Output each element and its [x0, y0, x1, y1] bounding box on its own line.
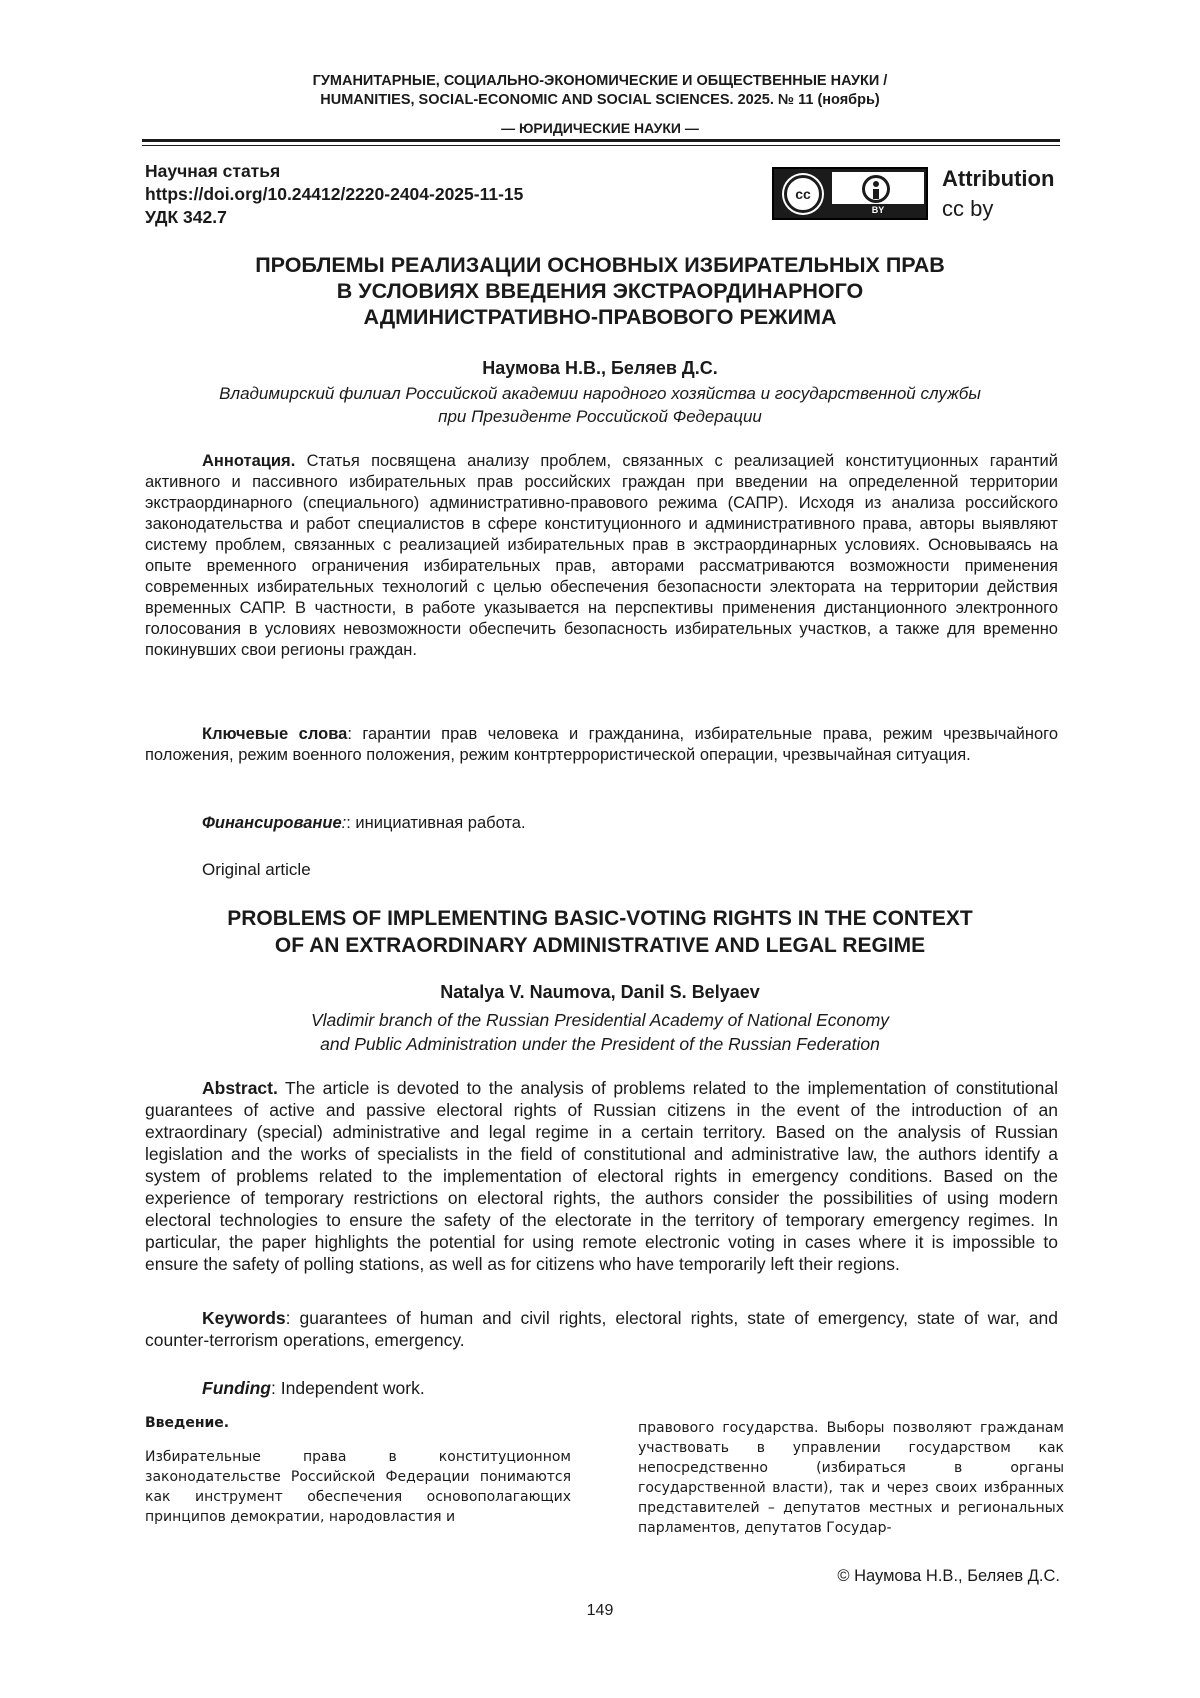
original-article-label: Original article — [202, 860, 311, 879]
title-en — [142, 905, 1058, 959]
authors-en: Natalya V. Naumova, Danil S. Belyaev — [440, 982, 760, 1002]
by-label: BY — [832, 204, 924, 216]
keywords-ru-text: : гарантии прав человека и гражданина, избирательные права, режим чрезвычайного положения, режим военного положения, режим контртеррористической операции, чрезвычайная ситуация. — [145, 725, 1058, 764]
abstract-ru — [145, 451, 1058, 661]
funding-en — [145, 1377, 1058, 1399]
funding-en-label: Funding — [202, 1378, 272, 1398]
cc-license-badge[interactable] — [772, 167, 928, 220]
by-panel — [832, 172, 924, 216]
journal-header — [142, 72, 1058, 110]
affiliation-ru-line: Владимирский филиал Российской академии народного хозяйства и государственной службы — [219, 384, 981, 403]
abstract-en-text: The article is devoted to the analysis of problems related to the implementation of constitutional guarantees of active and passive electoral rights of Russian citizens in the event of the introduction of an extraordinary (special) administrative and legal regime in a certain territory. Based on the analysis of Russian legislation and the works of specialists in the field of constitutional and administrative law, the authors identify a system of problems related to the implementation of electoral rights in emergency conditions. Based on the experience of temporary restrictions on electoral rights, the authors consider the possibilities of using modern electoral technologies to ensure the safety of the electorate in the territory of temporary emergency regimes. In particular, the paper highlights the potential for using remote electronic voting in cases where it is impossible to ensure the safety of polling stations, as well as for citizens who have temporarily left their regions. — [145, 1078, 1058, 1274]
keywords-en-label: Keywords — [202, 1308, 286, 1328]
article-meta — [145, 160, 523, 229]
abstract-ru-label: Аннотация. — [202, 452, 296, 470]
keywords-ru-label: Ключевые слова — [202, 725, 348, 743]
intro-heading: Введение. — [145, 1415, 230, 1431]
udc-code: УДК 342.7 — [145, 207, 227, 227]
funding-ru-colon: : — [341, 814, 347, 832]
license-cc-by: cc by — [942, 196, 994, 221]
funding-ru-label: Финансирование — [202, 814, 342, 832]
header-rule-thin — [142, 145, 1060, 146]
body-column-left — [145, 1413, 571, 1527]
abstract-ru-text: Статья посвящена анализу проблем, связанных с реализацией конституционных гарантий активного и пассивного избирательных прав российских граждан при введении на определенной территории экстраординарного (специального) административно-правового режима (САПР). Исходя из анализа российского законодательства и работ специалистов в сфере конституционного и административного права, авторы выявляют систему проблем, связанных с реализацией избирательных прав в экстраординарных условиях. Основываясь на опыте временного ограничения избирательных прав, авторами рассматриваются возможности применения современных избирательных технологий с целью обеспечения безопасности электората на территории действия временных САПР. В частности, в работе указывается на перспективы применения дистанционного электронного голосования в условиях невозможности обеспечить безопасность избирательных участков, а также для временно покинувших свои регионы граждан. — [145, 452, 1058, 659]
attribution-person-icon — [862, 175, 890, 203]
doi-link[interactable]: https://doi.org/10.24412/2220-2404-2025-11-15 — [145, 184, 524, 204]
title-ru — [142, 252, 1058, 330]
body-column-right — [638, 1418, 1064, 1538]
license-attribution: Attribution — [942, 166, 1055, 191]
title-ru-line: АДМИНИСТРАТИВНО-ПРАВОВОГО РЕЖИМА — [363, 305, 837, 329]
title-en-line: OF AN EXTRAORDINARY ADMINISTRATIVE AND LEGAL REGIME — [274, 934, 926, 957]
title-ru-line: В УСЛОВИЯХ ВВЕДЕНИЯ ЭКСТРАОРДИНАРНОГО — [336, 279, 864, 303]
license-text — [942, 164, 1054, 224]
affiliation-ru — [142, 382, 1058, 428]
funding-en-text: : Independent work. — [271, 1378, 425, 1398]
intro-left-text: Избирательные права в конституционном законодательстве Российской Федерации понимаются как инструмент обеспечения основополагающих принципов демократии, народовластия и — [145, 1449, 571, 1525]
article-type: Научная статья — [145, 161, 281, 181]
authors-ru: Наумова Н.В., Беляев Д.С. — [482, 358, 718, 378]
abstract-en-label: Abstract. — [202, 1078, 278, 1098]
affiliation-en-line: and Public Administration under the President of the Russian Federation — [320, 1034, 880, 1054]
title-en-line: PROBLEMS OF IMPLEMENTING BASIC-VOTING RIGHTS IN THE CONTEXT — [227, 907, 973, 930]
copyright-notice: © Наумова Н.В., Беляев Д.С. — [837, 1567, 1060, 1585]
header-rule-thick — [142, 139, 1060, 142]
journal-title-en: HUMANITIES, SOCIAL-ECONOMIC AND SOCIAL SCIENCES. 2025. № 11 (ноябрь) — [320, 92, 880, 108]
keywords-en — [145, 1307, 1058, 1351]
title-ru-line: ПРОБЛЕМЫ РЕАЛИЗАЦИИ ОСНОВНЫХ ИЗБИРАТЕЛЬНЫХ ПРАВ — [255, 253, 945, 277]
affiliation-en — [142, 1008, 1058, 1056]
page-number: 149 — [586, 1602, 614, 1619]
affiliation-en-line: Vladimir branch of the Russian Presidential Academy of National Economy — [310, 1010, 890, 1030]
funding-ru — [145, 813, 1058, 834]
journal-title-ru: ГУМАНИТАРНЫЕ, СОЦИАЛЬНО-ЭКОНОМИЧЕСКИЕ И ОБЩЕСТВЕННЫЕ НАУКИ / — [312, 73, 888, 89]
cc-icon: cc — [784, 175, 822, 213]
funding-ru-text: : инициативная работа. — [346, 814, 526, 832]
affiliation-ru-line: при Президенте Российской Федерации — [438, 407, 762, 426]
abstract-en — [145, 1077, 1058, 1275]
section-label: — ЮРИДИЧЕСКИЕ НАУКИ — — [501, 120, 699, 136]
intro-right-text: правового государства. Выборы позволяют гражданам участвовать в управлении государством как непосредственно (избираться в органы государственной власти), так и через своих избранных представителей – депутатов местных и региональных парламентов, депутатов Государ- — [638, 1420, 1064, 1536]
keywords-ru — [145, 724, 1058, 766]
keywords-en-text: : guarantees of human and civil rights, electoral rights, state of emergency, state of war, and counter-terrorism operations, emergency. — [145, 1308, 1058, 1350]
